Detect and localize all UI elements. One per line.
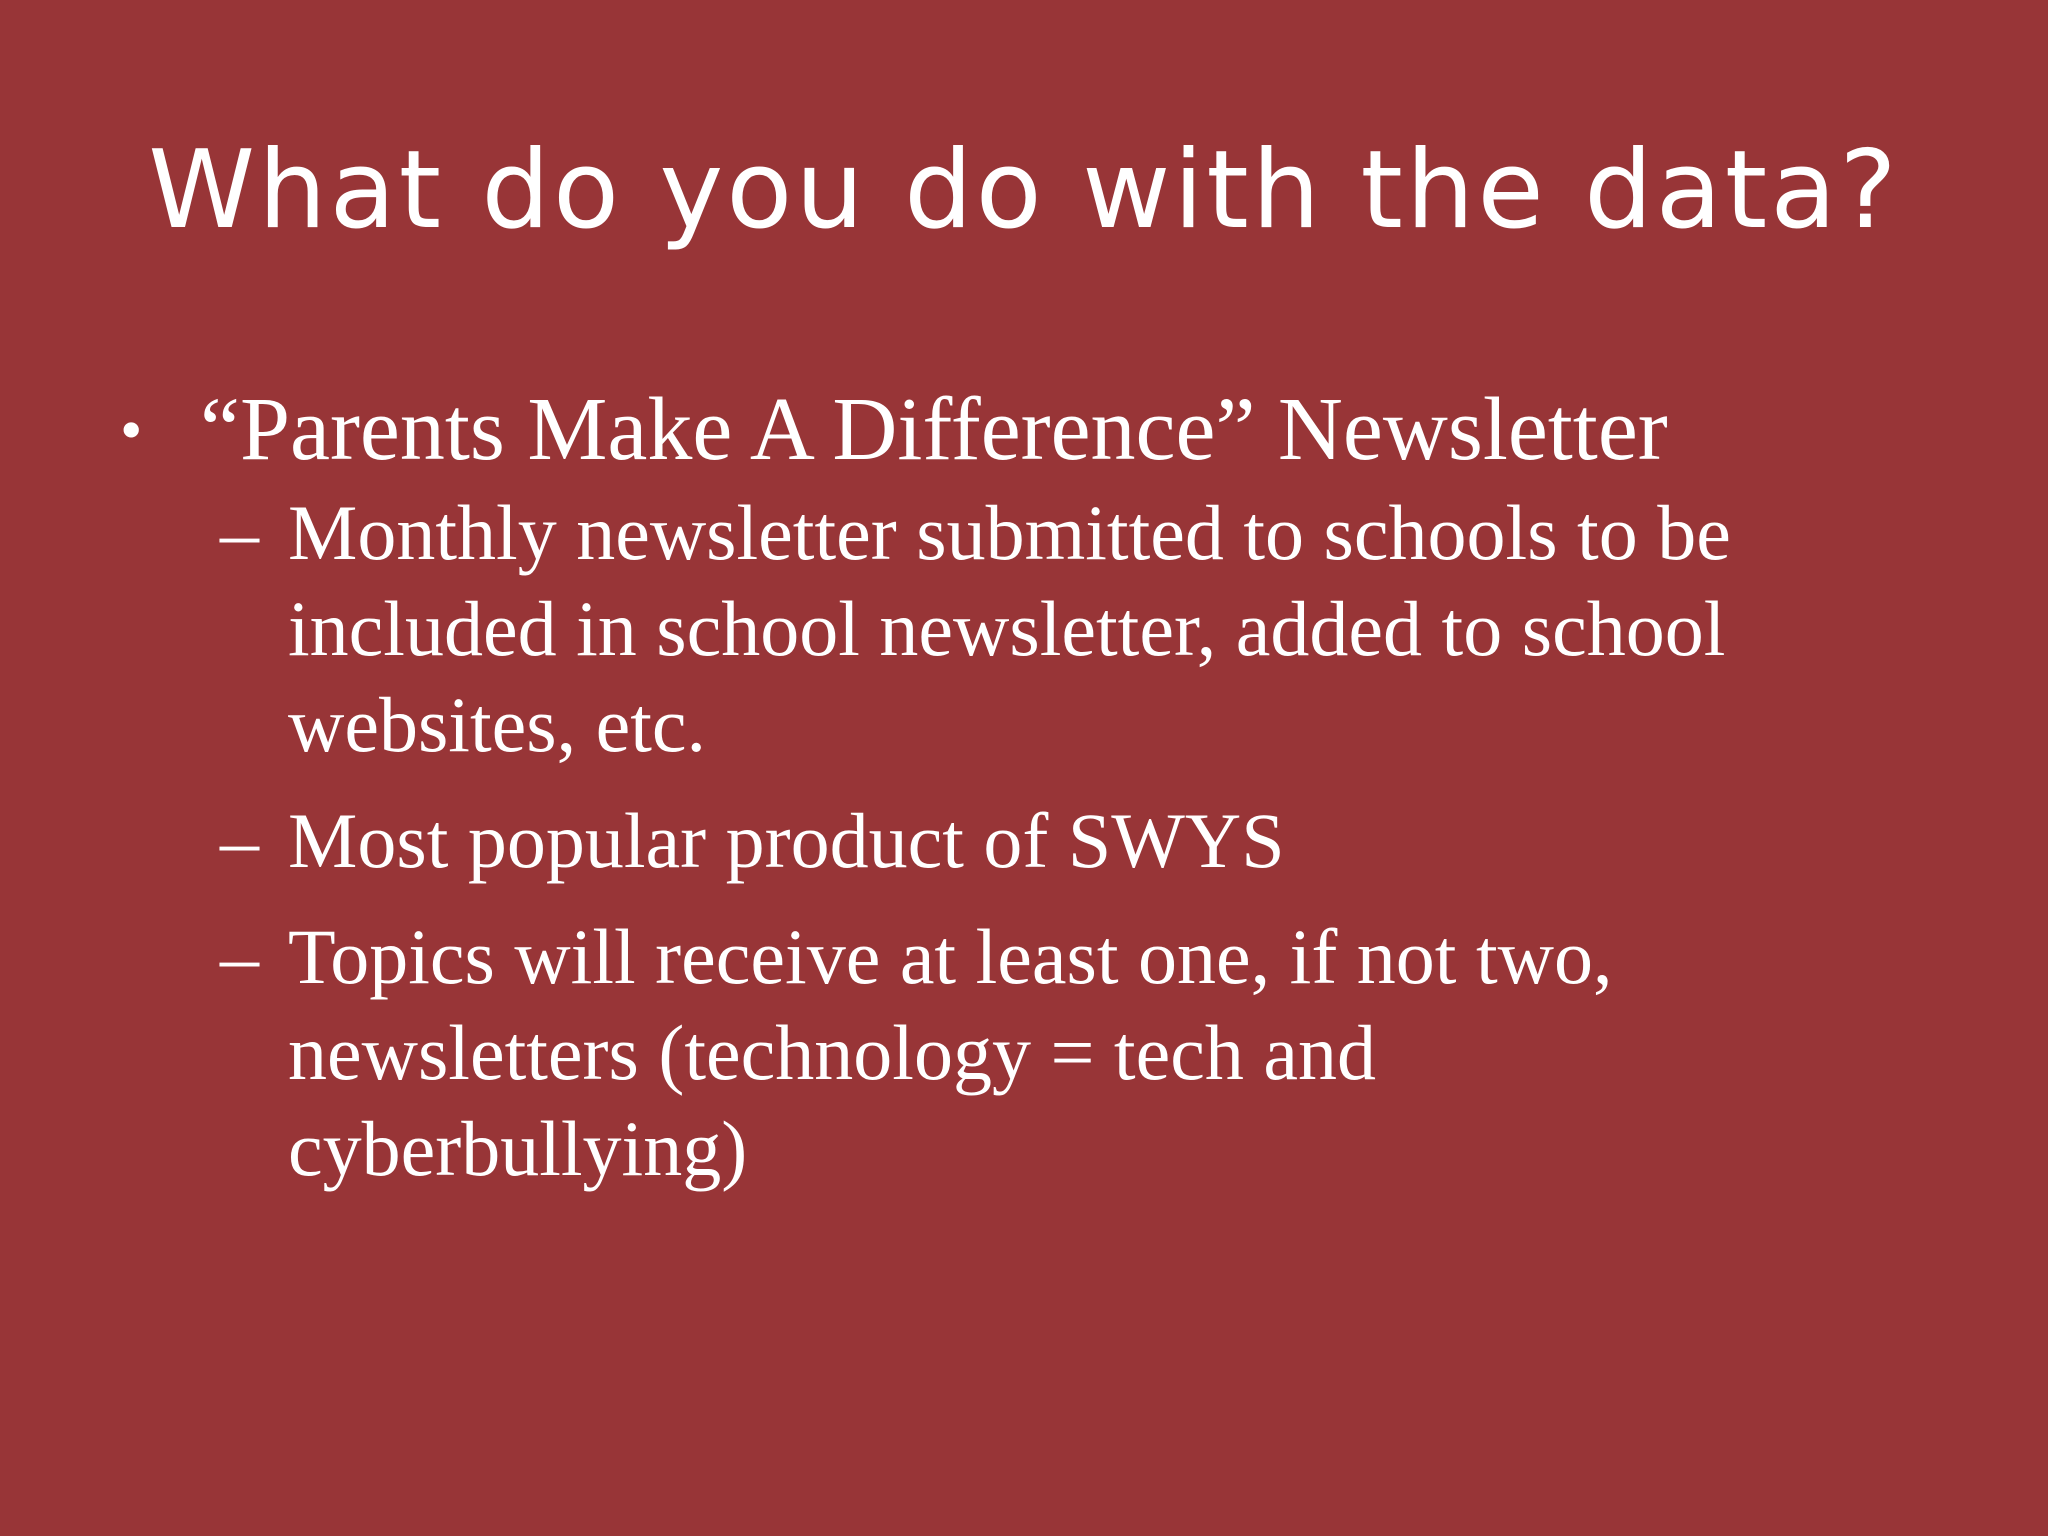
dash-marker: – (220, 913, 259, 1000)
sub-bullet-text: Most popular product of SWYS (288, 797, 1285, 884)
slide-body (120, 380, 2000, 1217)
sub-bullet-list (120, 485, 2000, 1197)
dash-marker: – (220, 797, 259, 884)
bullet-text: “Parents Make A Difference” Newsletter (200, 380, 1668, 479)
bullet-item (120, 380, 2000, 480)
dash-marker: – (220, 489, 259, 576)
sub-bullet-item (220, 485, 2000, 773)
sub-bullet-item (220, 909, 2000, 1197)
slide-title: What do you do with the data? (148, 128, 1900, 253)
bullet-marker: • (120, 394, 143, 465)
sub-bullet-text: Topics will receive at least one, if not two, newsletters (technology = tech and cyberbullying) (288, 913, 1613, 1192)
sub-bullet-item (220, 793, 2000, 889)
sub-bullet-text: Monthly newsletter submitted to schools to be included in school newsletter, added to school websites, etc. (288, 489, 1731, 768)
